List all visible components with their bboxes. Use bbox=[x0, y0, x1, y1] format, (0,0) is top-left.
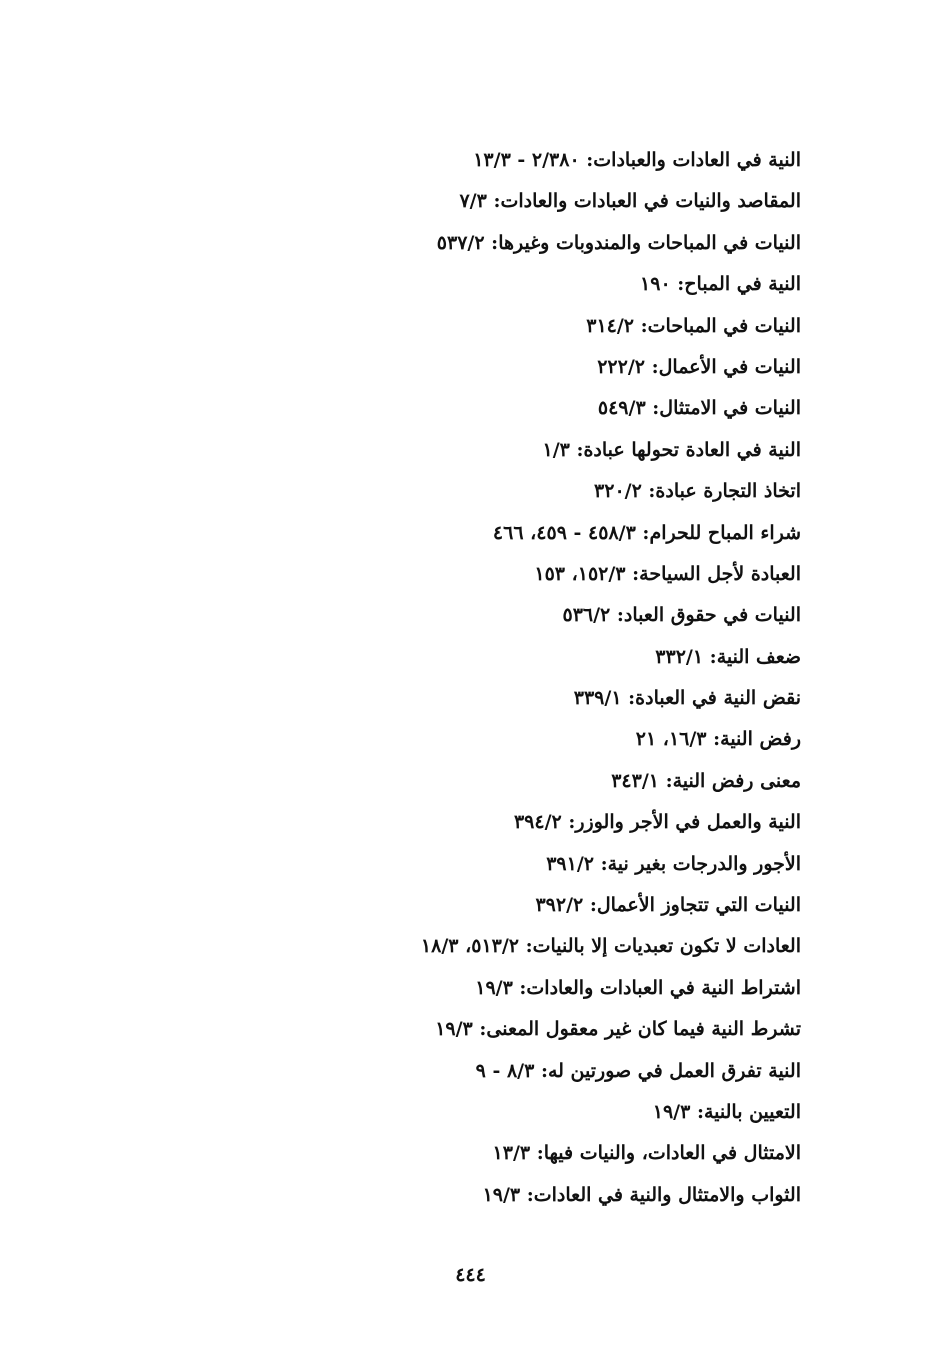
index-entry: ضعف النية: ٣٣٢/١ bbox=[655, 645, 801, 668]
page-number: ٤٤٤ bbox=[455, 1264, 486, 1286]
index-entry: النيات في الأعمال: ٢٢٢/٢ bbox=[597, 355, 801, 378]
index-entry: العادات لا تكون تعبديات إلا بالنيات: ٥١٣/٢، ١٨/٣ bbox=[420, 935, 801, 958]
index-entry: نقض النية في العبادة: ٣٣٩/١ bbox=[573, 687, 801, 710]
index-entry: الامتثال في العادات، والنيات فيها: ١٣/٣ bbox=[492, 1142, 801, 1165]
index-entry: شراء المباح للحرام: ٤٥٨/٣ - ٤٥٩، ٤٦٦ bbox=[492, 521, 801, 544]
index-entry: التعيين بالنية: ١٩/٣ bbox=[652, 1100, 801, 1123]
index-entry: الثواب والامتثال والنية في العادات: ١٩/٣ bbox=[482, 1183, 801, 1206]
index-entry: النيات في الامتثال: ٥٤٩/٣ bbox=[597, 397, 801, 420]
index-entry: النية والعمل في الأجر والوزر: ٣٩٤/٢ bbox=[513, 811, 801, 834]
index-entry: معنى رفض النية: ٣٤٣/١ bbox=[611, 769, 801, 792]
index-entry: رفض النية: ١٦/٣، ٢١ bbox=[635, 728, 801, 751]
index-entry: اشتراط النية في العبادات والعادات: ١٩/٣ bbox=[475, 976, 801, 999]
index-entry: النيات التي تتجاوز الأعمال: ٣٩٢/٢ bbox=[535, 894, 801, 917]
index-entry: الأجور والدرجات بغير نية: ٣٩١/٢ bbox=[546, 852, 801, 875]
index-entry: النيات في المباحات: ٣١٤/٢ bbox=[586, 314, 801, 337]
index-entry: النية تفرق العمل في صورتين له: ٨/٣ - ٩ bbox=[475, 1059, 801, 1082]
index-entry: النيات في حقوق العباد: ٥٣٦/٢ bbox=[562, 604, 801, 627]
index-entries-list bbox=[201, 140, 801, 1216]
index-entry: العبادة لأجل السياحة: ١٥٢/٣، ١٥٣ bbox=[534, 562, 801, 585]
index-entry: النية في العادة تحولها عبادة: ١/٣ bbox=[542, 438, 801, 461]
index-entry: المقاصد والنيات في العبادات والعادات: ٧/٣ bbox=[459, 190, 801, 213]
index-entry: النية في العادات والعبادات: ٢/٣٨٠ - ١٣/٣ bbox=[473, 149, 801, 171]
index-entry: تشرط النية فيما كان غير معقول المعنى: ١٩/٣ bbox=[435, 1018, 801, 1041]
index-entry: النيات في المباحات والمندوبات وغيرها: ٥٣٧/٢ bbox=[436, 231, 801, 254]
index-entry: اتخاذ التجارة عبادة: ٣٢٠/٢ bbox=[594, 480, 801, 503]
index-entry: النية في المباح: ١٩٠ bbox=[640, 273, 801, 296]
